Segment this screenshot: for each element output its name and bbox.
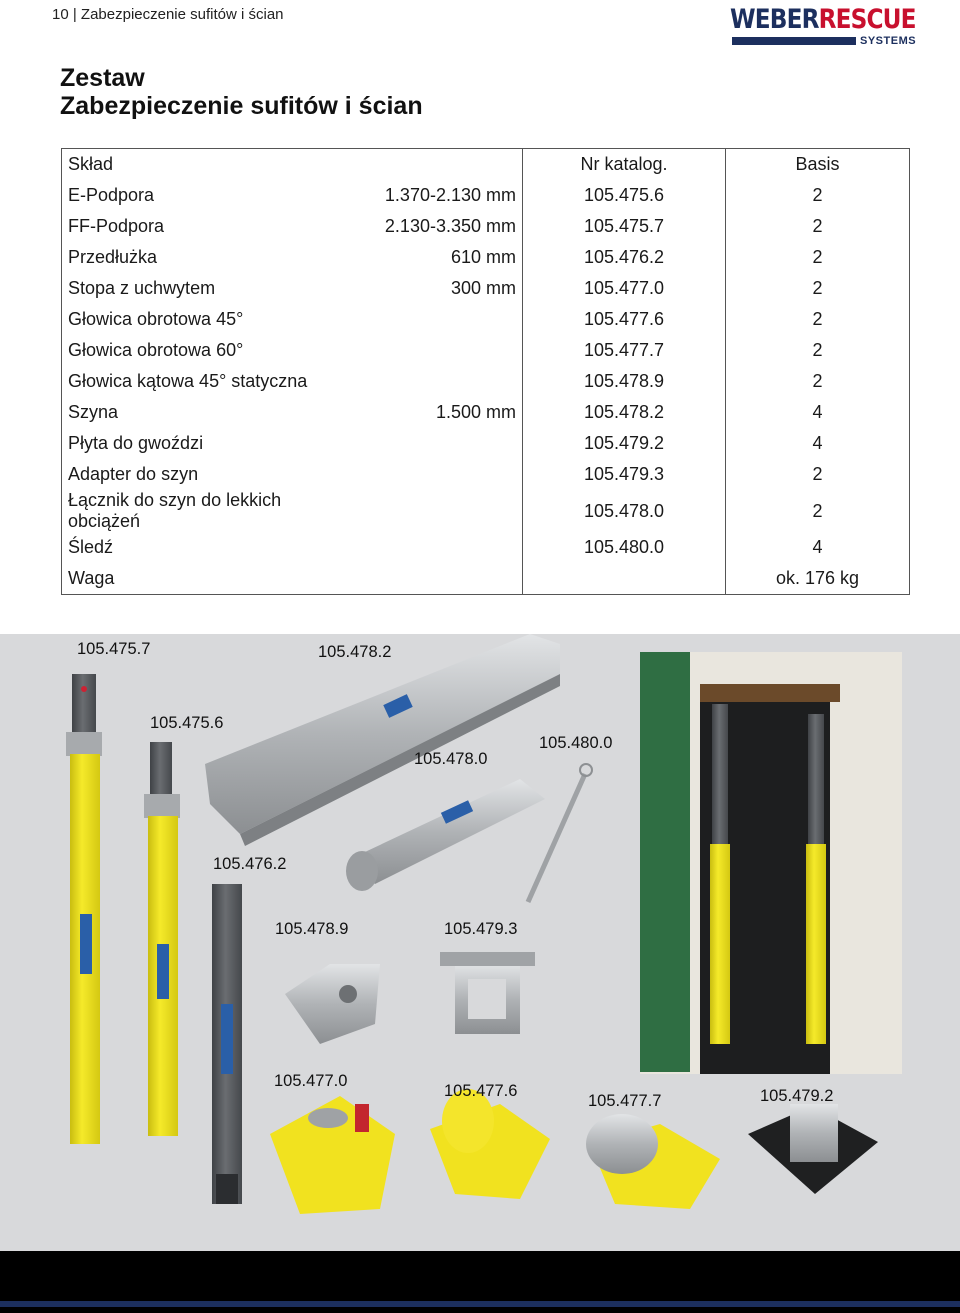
table-row (62, 180, 910, 211)
cell-catalog-number: 105.478.2 (523, 397, 726, 428)
table-header-row (62, 149, 910, 181)
table-row (62, 490, 910, 532)
logo-bar (732, 37, 856, 45)
cell-catalog-number: 105.476.2 (523, 242, 726, 273)
table-row (62, 563, 910, 595)
cell-basis: 2 (726, 335, 910, 366)
connector-105-478-0-image (346, 779, 545, 891)
cell-item: Głowica obrotowa 60° (62, 335, 355, 366)
table-row (62, 211, 910, 242)
nail-plate-105-479-2-image (748, 1104, 878, 1194)
label-105-479-3: 105.479.3 (444, 920, 518, 938)
cell-basis: 2 (726, 180, 910, 211)
label-105-478-0: 105.478.0 (414, 750, 488, 768)
header-spec (354, 149, 523, 181)
cell-item: Płyta do gwoździ (62, 428, 355, 459)
cell-catalog-number: 105.475.6 (523, 180, 726, 211)
swivel-head-105-477-6-image (430, 1089, 550, 1199)
cell-catalog-number: 105.475.7 (523, 211, 726, 242)
cell-basis: 2 (726, 273, 910, 304)
cell-basis: 2 (726, 304, 910, 335)
cell-basis: 2 (726, 490, 910, 532)
cell-spec (354, 366, 523, 397)
page-title (60, 64, 423, 120)
rail-adapter-105-479-3-image (440, 952, 535, 1034)
cell-item: Śledź (62, 532, 355, 563)
stake-105-480-0-image (528, 764, 592, 902)
cell-catalog-number: 105.477.6 (523, 304, 726, 335)
cell-item: Przedłużka (62, 242, 355, 273)
strut-105-475-6-image (144, 742, 180, 1136)
cell-basis: 2 (726, 211, 910, 242)
photo-building-door-image (640, 652, 902, 1074)
cell-spec (354, 459, 523, 490)
cell-catalog-number (523, 563, 726, 595)
label-105-477-0: 105.477.0 (274, 1072, 348, 1090)
table-row (62, 242, 910, 273)
cell-basis: ok. 176 kg (726, 563, 910, 595)
strut-105-475-7-image (66, 674, 102, 1144)
logo-word-rescue: RESCUE (818, 4, 916, 35)
label-105-475-7: 105.475.7 (77, 640, 151, 658)
cell-catalog-number: 105.478.9 (523, 366, 726, 397)
label-105-480-0: 105.480.0 (539, 734, 613, 752)
cell-spec (354, 532, 523, 563)
swivel-head-105-477-7-image (586, 1114, 720, 1209)
cell-item: Głowica kątowa 45° statyczna (62, 366, 355, 397)
header-basis: Basis (726, 149, 910, 181)
label-105-475-6: 105.475.6 (150, 714, 224, 732)
weber-rescue-logo (730, 4, 917, 48)
table-row (62, 397, 910, 428)
table-row (62, 304, 910, 335)
cell-item: Waga (62, 563, 355, 595)
cell-item: Głowica obrotowa 45° (62, 304, 355, 335)
cell-catalog-number: 105.479.2 (523, 428, 726, 459)
cell-item: FF-Podpora (62, 211, 355, 242)
title-line-1: Zestaw (60, 64, 145, 92)
label-105-476-2: 105.476.2 (213, 855, 287, 873)
footer-accent-line (0, 1301, 960, 1307)
parts-table (61, 148, 910, 595)
cell-spec (354, 428, 523, 459)
cell-basis: 4 (726, 397, 910, 428)
cell-spec (354, 563, 523, 595)
cell-spec: 610 mm (450, 247, 516, 267)
logo-word-weber: WEBER (730, 4, 819, 35)
label-105-477-6: 105.477.6 (444, 1082, 518, 1100)
cell-spec: 1.370-2.130 mm (384, 185, 516, 205)
product-gallery (0, 634, 960, 1251)
cell-spec (354, 490, 523, 532)
cell-catalog-number: 105.479.3 (523, 459, 726, 490)
cell-catalog-number: 105.477.0 (523, 273, 726, 304)
cell-catalog-number: 105.478.0 (523, 490, 726, 532)
cell-catalog-number: 105.477.7 (523, 335, 726, 366)
label-105-479-2: 105.479.2 (760, 1087, 834, 1105)
page-header: 10 | Zabezpieczenie sufitów i ścian (52, 6, 284, 23)
cell-basis: 2 (726, 242, 910, 273)
cell-item: Szyna (62, 397, 355, 428)
cell-catalog-number: 105.480.0 (523, 532, 726, 563)
cell-item: E-Podpora (62, 180, 355, 211)
cell-spec: 2.130-3.350 mm (384, 216, 516, 236)
cell-item: Adapter do szyn (62, 459, 355, 490)
cell-item: Łącznik do szyn do lekkich obciążeń (62, 490, 355, 532)
table-row (62, 366, 910, 397)
table-row (62, 459, 910, 490)
cell-item: Stopa z uchwytem (62, 273, 355, 304)
label-105-478-2: 105.478.2 (318, 643, 392, 661)
cell-basis: 4 (726, 532, 910, 563)
cell-basis: 2 (726, 459, 910, 490)
product-illustrations (0, 634, 960, 1251)
foot-105-477-0-image (270, 1096, 395, 1214)
title-line-2: Zabezpieczenie sufitów i ścian (60, 92, 423, 120)
cell-basis: 2 (726, 366, 910, 397)
cell-spec (354, 335, 523, 366)
cell-spec (354, 304, 523, 335)
label-105-478-9: 105.478.9 (275, 920, 349, 938)
header-catalog-number: Nr katalog. (523, 149, 726, 181)
logo-systems: SYSTEMS (860, 35, 917, 47)
extension-105-476-2-image (212, 884, 242, 1204)
table-row (62, 532, 910, 563)
cell-spec: 300 mm (450, 278, 516, 298)
cell-spec: 1.500 mm (435, 402, 516, 422)
table-row (62, 273, 910, 304)
table-row (62, 428, 910, 459)
table-row (62, 335, 910, 366)
label-105-477-7: 105.477.7 (588, 1092, 662, 1110)
header-sklad: Skład (62, 149, 355, 181)
cell-basis: 4 (726, 428, 910, 459)
angle-head-105-478-9-image (285, 964, 380, 1044)
